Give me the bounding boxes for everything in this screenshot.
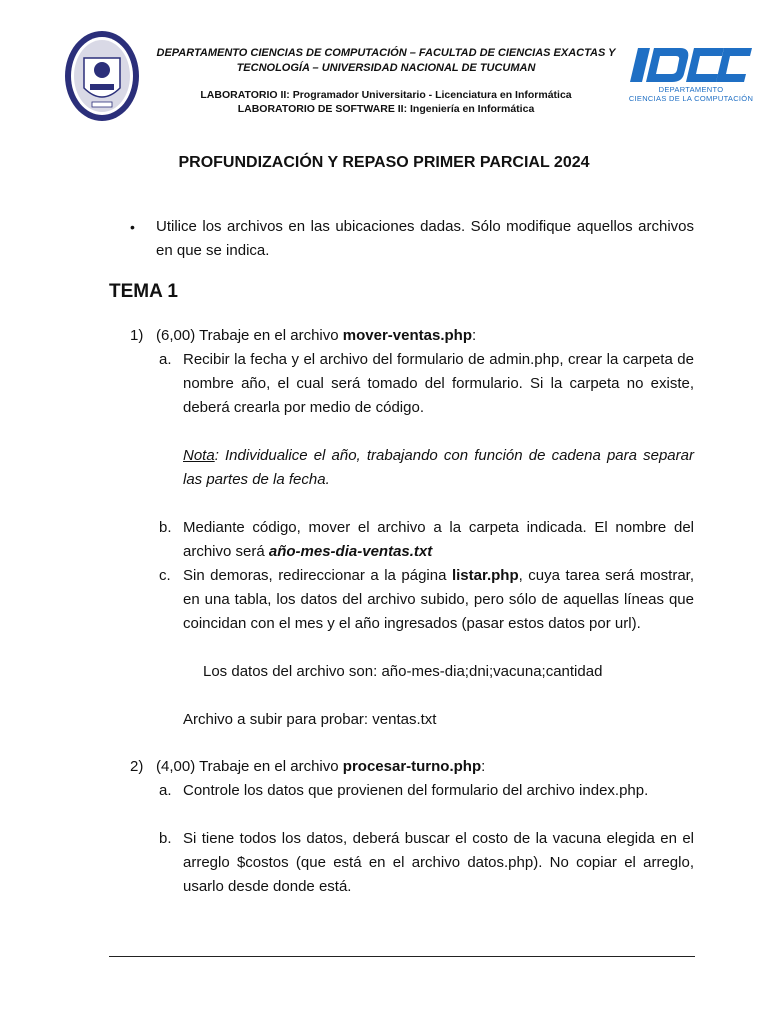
lab-line-2: LABORATORIO DE SOFTWARE II: Ingeniería en Informática <box>237 103 535 115</box>
nota-label: Nota <box>183 447 215 464</box>
q1c-data-format: Los datos del archivo son: año-mes-dia;dni;vacuna;cantidad <box>203 663 603 680</box>
q1a-text: Recibir la fecha y el archivo del formulario de admin.php, crear la carpeta de nombre año, el cual será tomado del formulario. Si la carpeta no existe, deberá crearla por medio de código. <box>183 351 694 416</box>
q1-heading: (6,00) Trabaje en el archivo mover-ventas.php: <box>156 327 477 344</box>
q1c-test-file: Archivo a subir para probar: ventas.txt <box>183 711 437 728</box>
section-title: TEMA 1 <box>109 281 178 302</box>
lab-line-1: LABORATORIO II: Programador Universitario - Licenciatura en Informática <box>200 89 572 101</box>
q1b-text: Mediante código, mover el archivo a la carpeta indicada. El nombre del archivo será año-mes-dia-ventas.txt <box>183 519 694 560</box>
q1c-text: Sin demoras, redireccionar a la página listar.php, cuya tarea será mostrar, en una tabla, los datos del archivo subido, pero sólo de aquellas líneas que coincidan con el mes y el año ingresados (pasar estos datos por url). <box>183 567 694 632</box>
bullet-icon: • <box>130 219 135 235</box>
dcc-subtitle: DEPARTAMENTO CIENCIAS DE LA COMPUTACIÓN <box>628 85 754 103</box>
q1b-marker: b. <box>159 519 172 536</box>
intro-bullet: Utilice los archivos en las ubicaciones dadas. Sólo modifique aquellos archivos en que se indica. <box>156 218 694 259</box>
institution-line-2: TECNOLOGÍA – UNIVERSIDAD NACIONAL DE TUCUMAN <box>236 62 536 74</box>
q2a-marker: a. <box>159 782 172 799</box>
q2-number: 2) <box>130 758 144 775</box>
q2-file: procesar-turno.php <box>342 758 482 775</box>
q1-number: 1) <box>130 327 144 344</box>
header-institution <box>150 46 622 116</box>
q2a-text: Controle los datos que provienen del formulario del archivo index.php. <box>183 782 649 799</box>
q1-nota: Nota: Individualice el año, trabajando con función de cadena para separar las partes de la fecha. <box>183 447 694 488</box>
page-title: PROFUNDIZACIÓN Y REPASO PRIMER PARCIAL 2024 <box>178 154 590 171</box>
q1c-page: listar.php <box>451 567 519 584</box>
q2b-text: Si tiene todos los datos, deberá buscar el costo de la vacuna elegida en el arreglo $costos (que está en el archivo datos.php). No copiar el arreglo, usarlo desde donde está. <box>183 830 694 895</box>
q2-heading: (4,00) Trabaje en el archivo procesar-turno.php: <box>156 758 486 775</box>
q1a-marker: a. <box>159 351 172 368</box>
q1-file: mover-ventas.php <box>342 327 472 344</box>
q1c-marker: c. <box>159 567 171 584</box>
footer-divider <box>109 956 695 957</box>
university-seal-logo <box>64 30 140 122</box>
institution-line-1: DEPARTAMENTO CIENCIAS DE COMPUTACIÓN – FACULTAD DE CIENCIAS EXACTAS Y <box>156 47 616 59</box>
q1b-filename: año-mes-dia-ventas.txt <box>268 543 433 560</box>
q2b-marker: b. <box>159 830 172 847</box>
